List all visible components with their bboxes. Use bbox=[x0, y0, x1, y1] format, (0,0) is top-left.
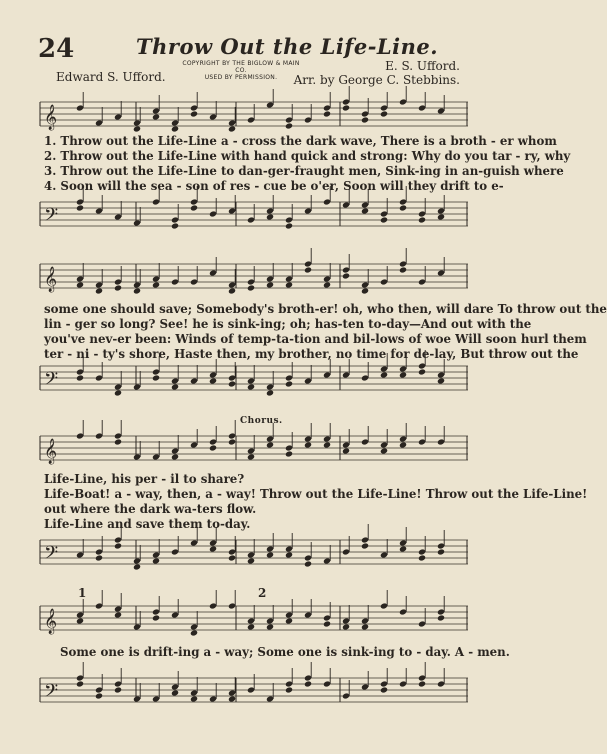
note bbox=[133, 371, 141, 391]
lyric-line: Some one is drift-ing a - way; Some one is sink-ing to - day. A - men. bbox=[60, 645, 510, 659]
note bbox=[323, 92, 331, 118]
note bbox=[399, 248, 407, 274]
note bbox=[190, 365, 198, 385]
note bbox=[380, 590, 388, 610]
note bbox=[95, 420, 103, 440]
note bbox=[304, 248, 312, 274]
note bbox=[380, 668, 388, 694]
treble-staff-1 bbox=[40, 92, 468, 136]
note bbox=[76, 539, 84, 559]
arranger-credit: Arr. by George C. Stebbins. bbox=[293, 73, 460, 87]
note bbox=[304, 365, 312, 385]
note bbox=[304, 195, 312, 215]
note bbox=[399, 86, 407, 106]
bass-staff-3 bbox=[40, 530, 468, 580]
lyric-line: lin - ger so long? See! he is sink-ing; oh; has-ten to-day—And out with the bbox=[44, 317, 532, 331]
lyric-line: some one should save; Somebody's broth-er! oh, who then, will dare To throw out the bbox=[44, 302, 607, 316]
note bbox=[418, 662, 426, 688]
note bbox=[133, 683, 141, 703]
note bbox=[285, 668, 293, 694]
note bbox=[361, 524, 369, 550]
note bbox=[133, 441, 141, 461]
copyright-notice bbox=[176, 60, 306, 81]
treble-clef-icon: 𝄞 bbox=[44, 267, 58, 292]
lyric-line: out where the dark wa-ters flow. bbox=[44, 502, 257, 516]
bass-clef-icon: 𝄢 bbox=[44, 681, 59, 706]
copyright-line: USED BY PERMISSION. bbox=[204, 74, 278, 81]
note bbox=[114, 420, 122, 446]
music-credit: E. S. Ufford. bbox=[385, 59, 460, 73]
volta-2: 2 bbox=[258, 586, 267, 600]
note bbox=[209, 683, 217, 703]
note bbox=[133, 207, 141, 227]
lyric-line: ter - ni - ty's shore, Haste then, my brother, no time for de-lay, But throw out the bbox=[44, 347, 579, 361]
note bbox=[304, 599, 312, 619]
lyric-line: Life-Line, his per - il to share? bbox=[44, 472, 245, 486]
note bbox=[95, 195, 103, 215]
bass-clef-icon: 𝄢 bbox=[44, 543, 59, 568]
note bbox=[342, 86, 350, 112]
bass-clef-icon: 𝄢 bbox=[44, 205, 59, 230]
bass-staff-2 bbox=[40, 356, 468, 406]
note bbox=[342, 254, 350, 280]
note bbox=[95, 590, 103, 610]
note bbox=[190, 429, 198, 449]
note bbox=[266, 683, 274, 703]
note bbox=[228, 195, 236, 215]
treble-staff-4 bbox=[40, 596, 468, 646]
lyric-line: Life-Line and save them to-day. bbox=[44, 517, 251, 531]
copyright-line: COPYRIGHT BY THE BIGLOW & MAIN CO. bbox=[182, 60, 300, 74]
note bbox=[209, 426, 217, 452]
note bbox=[361, 671, 369, 691]
treble-staff-3 bbox=[40, 426, 468, 476]
lyric-line: 4. Soon will the sea - son of res - cue be o'er, Soon will they drift to e- bbox=[44, 179, 504, 193]
note bbox=[266, 89, 274, 109]
lyric-line: you've nev-er been: Winds of temp-ta-tion and bil-lows of woe Will soon hurl them bbox=[44, 332, 587, 346]
lyric-line: 3. Throw out the Life-Line to dan-ger-fraught men, Sink-ing in an-guish where bbox=[44, 164, 564, 178]
note bbox=[114, 101, 122, 121]
lyric-line: Life-Boat! a - way, then, a - way! Throw out the Life-Line! Throw out the Life-Line! bbox=[44, 487, 588, 501]
bass-staff-4 bbox=[40, 668, 468, 718]
note bbox=[437, 95, 445, 115]
note bbox=[171, 599, 179, 619]
lyric-line: 1. Throw out the Life-Line a - cross the dark wave, There is a broth - er whom bbox=[44, 134, 557, 148]
note bbox=[133, 611, 141, 631]
treble-clef-icon: 𝄞 bbox=[44, 439, 58, 464]
words-credit: Edward S. Ufford. bbox=[56, 70, 166, 84]
note bbox=[209, 257, 217, 277]
lyric-line: 2. Throw out the Life-Line with hand quick and strong: Why do you tar - ry, why bbox=[44, 149, 571, 163]
note bbox=[437, 530, 445, 556]
note bbox=[380, 539, 388, 559]
treble-staff-2 bbox=[40, 254, 468, 304]
note bbox=[437, 596, 445, 622]
note bbox=[95, 107, 103, 127]
note bbox=[437, 257, 445, 277]
hymn-title: Throw Out the Life-Line. bbox=[136, 34, 439, 59]
treble-clef-icon: 𝄞 bbox=[44, 105, 58, 130]
note bbox=[152, 441, 160, 461]
note bbox=[190, 92, 198, 118]
treble-clef-icon: 𝄞 bbox=[44, 609, 58, 634]
note bbox=[228, 420, 236, 446]
note bbox=[380, 92, 388, 118]
note bbox=[304, 662, 312, 688]
note bbox=[209, 590, 217, 610]
note bbox=[114, 201, 122, 221]
chorus-label: Chorus. bbox=[240, 416, 283, 426]
note bbox=[228, 590, 236, 610]
volta-1: 1 bbox=[78, 586, 87, 600]
note bbox=[114, 668, 122, 694]
bass-staff-1 bbox=[40, 192, 468, 242]
note bbox=[76, 662, 84, 688]
note bbox=[323, 545, 331, 565]
note bbox=[76, 420, 84, 440]
bass-clef-icon: 𝄢 bbox=[44, 369, 59, 394]
hymn-number: 24 bbox=[38, 34, 75, 64]
note bbox=[209, 101, 217, 121]
note bbox=[152, 683, 160, 703]
note bbox=[152, 596, 160, 622]
